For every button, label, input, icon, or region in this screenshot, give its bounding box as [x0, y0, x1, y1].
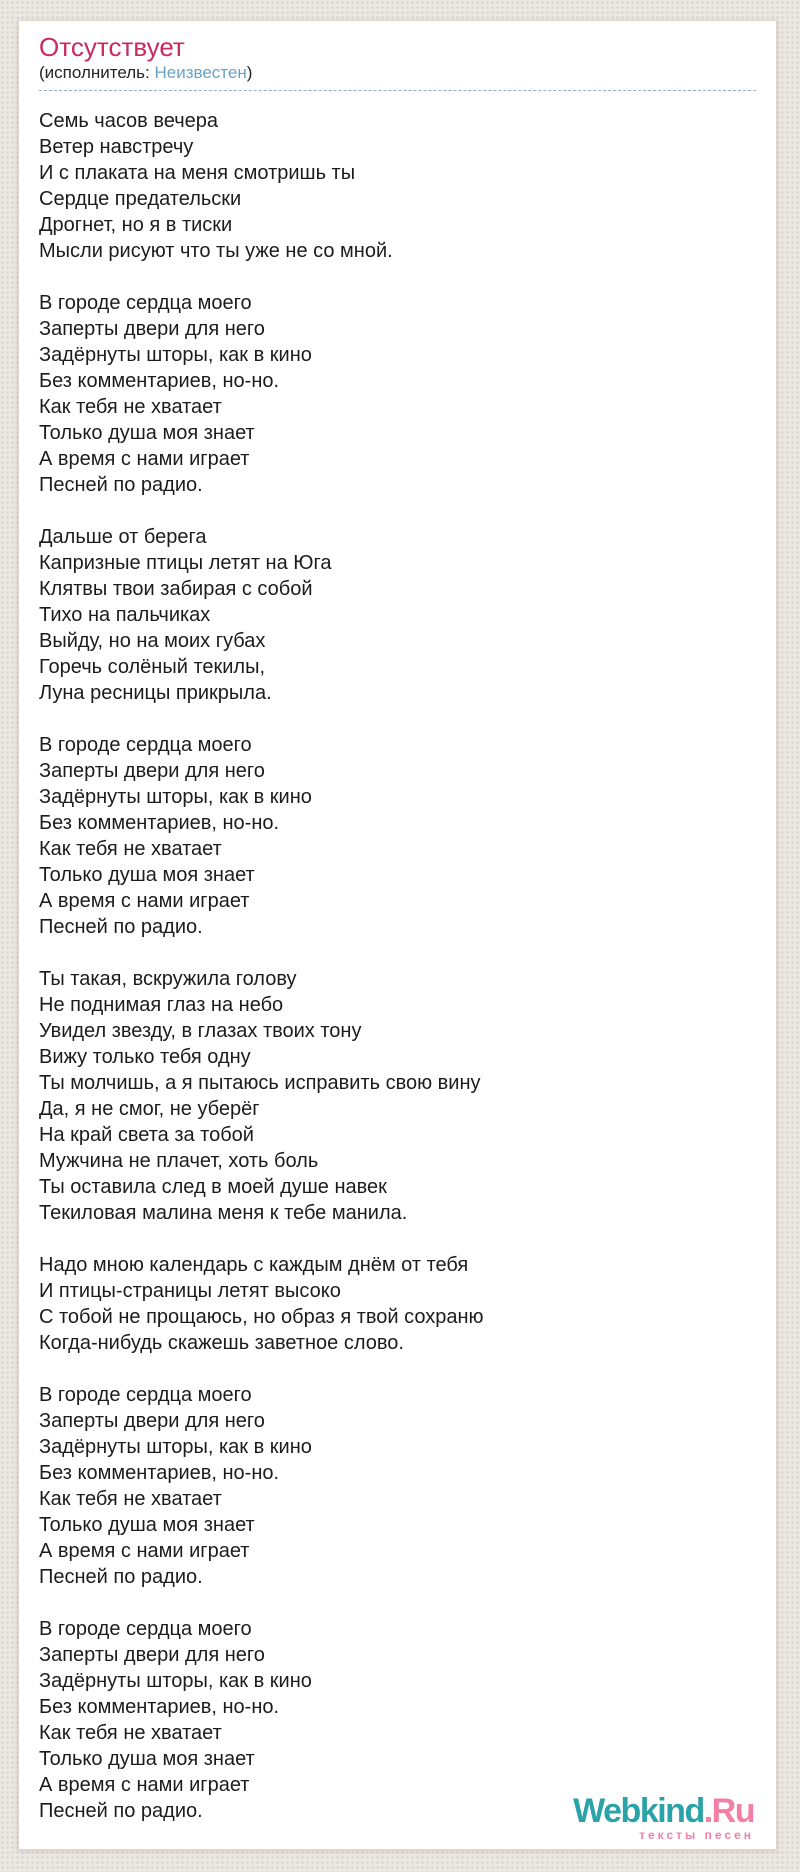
- lyric-line: Как тебя не хватает: [39, 838, 222, 860]
- lyric-line: Ты молчишь, а я пытаюсь исправить свою вину: [39, 1072, 481, 1094]
- lyric-line: Песней по радио.: [39, 474, 203, 496]
- lyric-line: И с плаката на меня смотришь ты: [39, 162, 356, 184]
- lyric-line: Сердце предательски: [39, 188, 242, 210]
- lyric-line: Дальше от берега: [39, 526, 207, 548]
- stanza: [39, 524, 756, 706]
- lyric-line: Как тебя не хватает: [39, 1722, 222, 1744]
- lyric-line: А время с нами играет: [39, 1774, 250, 1796]
- lyric-line: На край света за тобой: [39, 1124, 254, 1146]
- lyric-line: Текиловая малина меня к тебе манила.: [39, 1202, 408, 1224]
- lyric-line: В городе сердца моего: [39, 292, 252, 314]
- lyric-line: Когда-нибудь скажешь заветное слово.: [39, 1332, 404, 1354]
- stanza: [39, 966, 756, 1226]
- logo-ru-text: .Ru: [703, 1792, 754, 1830]
- lyric-line: Заперты двери для него: [39, 1644, 265, 1666]
- lyric-line: Капризные птицы летят на Юга: [39, 552, 332, 574]
- content-card: [18, 20, 777, 1850]
- lyric-line: Мужчина не плачет, хоть боль: [39, 1150, 319, 1172]
- lyric-line: Не поднимая глаз на небо: [39, 994, 284, 1016]
- lyric-line: Песней по радио.: [39, 1800, 203, 1822]
- lyric-line: Мысли рисуют что ты уже не со мной.: [39, 240, 393, 262]
- artist-label: (исполнитель:: [39, 63, 150, 82]
- stanza: [39, 1382, 756, 1590]
- lyric-line: Заперты двери для него: [39, 1410, 265, 1432]
- lyric-line: Надо мною календарь с каждым днём от тебя: [39, 1254, 469, 1276]
- lyric-line: Как тебя не хватает: [39, 396, 222, 418]
- lyric-line: Тихо на пальчиках: [39, 604, 211, 626]
- lyric-line: И птицы-страницы летят высоко: [39, 1280, 341, 1302]
- lyric-line: А время с нами играет: [39, 1540, 250, 1562]
- lyric-line: Ты оставила след в моей душе навек: [39, 1176, 387, 1198]
- lyric-line: Только душа моя знает: [39, 864, 255, 886]
- stanza: [39, 108, 756, 264]
- lyric-line: Заперты двери для него: [39, 760, 265, 782]
- artist-line: [39, 63, 756, 91]
- lyric-line: Без комментариев, но-но.: [39, 1462, 280, 1484]
- logo-webkind-text: Webkind: [573, 1792, 704, 1830]
- lyric-line: Вижу только тебя одну: [39, 1046, 251, 1068]
- lyric-line: В городе сердца моего: [39, 1618, 252, 1640]
- stanza: [39, 290, 756, 498]
- webkind-logo-link[interactable]: [573, 1794, 754, 1828]
- lyric-line: Ветер навстречу: [39, 136, 194, 158]
- lyric-line: Луна ресницы прикрыла.: [39, 682, 272, 704]
- lyric-line: Ты такая, вскружила голову: [39, 968, 297, 990]
- lyric-line: Задёрнуты шторы, как в кино: [39, 1670, 312, 1692]
- lyric-line: Дрогнет, но я в тиски: [39, 214, 233, 236]
- lyric-line: Задёрнуты шторы, как в кино: [39, 1436, 312, 1458]
- lyric-line: Как тебя не хватает: [39, 1488, 222, 1510]
- lyric-line: Только душа моя знает: [39, 1514, 255, 1536]
- lyric-line: Увидел звезду, в глазах твоих тону: [39, 1020, 362, 1042]
- lyric-line: С тобой не прощаюсь, но образ я твой сохраню: [39, 1306, 484, 1328]
- lyric-line: Клятвы твои забирая с собой: [39, 578, 313, 600]
- artist-suffix: ): [246, 63, 253, 82]
- artist-link[interactable]: Неизвестен: [154, 63, 247, 82]
- lyric-line: Только душа моя знает: [39, 422, 255, 444]
- lyric-line: Без комментариев, но-но.: [39, 1696, 280, 1718]
- lyric-line: Без комментариев, но-но.: [39, 370, 280, 392]
- lyric-line: Заперты двери для него: [39, 318, 265, 340]
- lyric-line: Песней по радио.: [39, 916, 203, 938]
- footer: [573, 1794, 754, 1841]
- lyric-line: Только душа моя знает: [39, 1748, 255, 1770]
- lyric-line: Песней по радио.: [39, 1566, 203, 1588]
- lyric-line: Горечь солёный текилы,: [39, 656, 266, 678]
- lyric-line: В городе сердца моего: [39, 734, 252, 756]
- stanza: [39, 1252, 756, 1356]
- lyric-line: А время с нами играет: [39, 448, 250, 470]
- lyric-line: Выйду, но на моих губах: [39, 630, 266, 652]
- lyric-line: Да, я не смог, не уберёг: [39, 1098, 260, 1120]
- lyric-line: А время с нами играет: [39, 890, 250, 912]
- stanza: [39, 732, 756, 940]
- lyric-line: Задёрнуты шторы, как в кино: [39, 344, 312, 366]
- lyric-line: Семь часов вечера: [39, 110, 219, 132]
- lyrics-text: [39, 108, 756, 1824]
- lyric-line: В городе сердца моего: [39, 1384, 252, 1406]
- lyric-line: Задёрнуты шторы, как в кино: [39, 786, 312, 808]
- song-title: Отсутствует: [39, 32, 185, 62]
- lyric-line: Без комментариев, но-но.: [39, 812, 280, 834]
- logo-tagline: тексты песен: [639, 1828, 754, 1842]
